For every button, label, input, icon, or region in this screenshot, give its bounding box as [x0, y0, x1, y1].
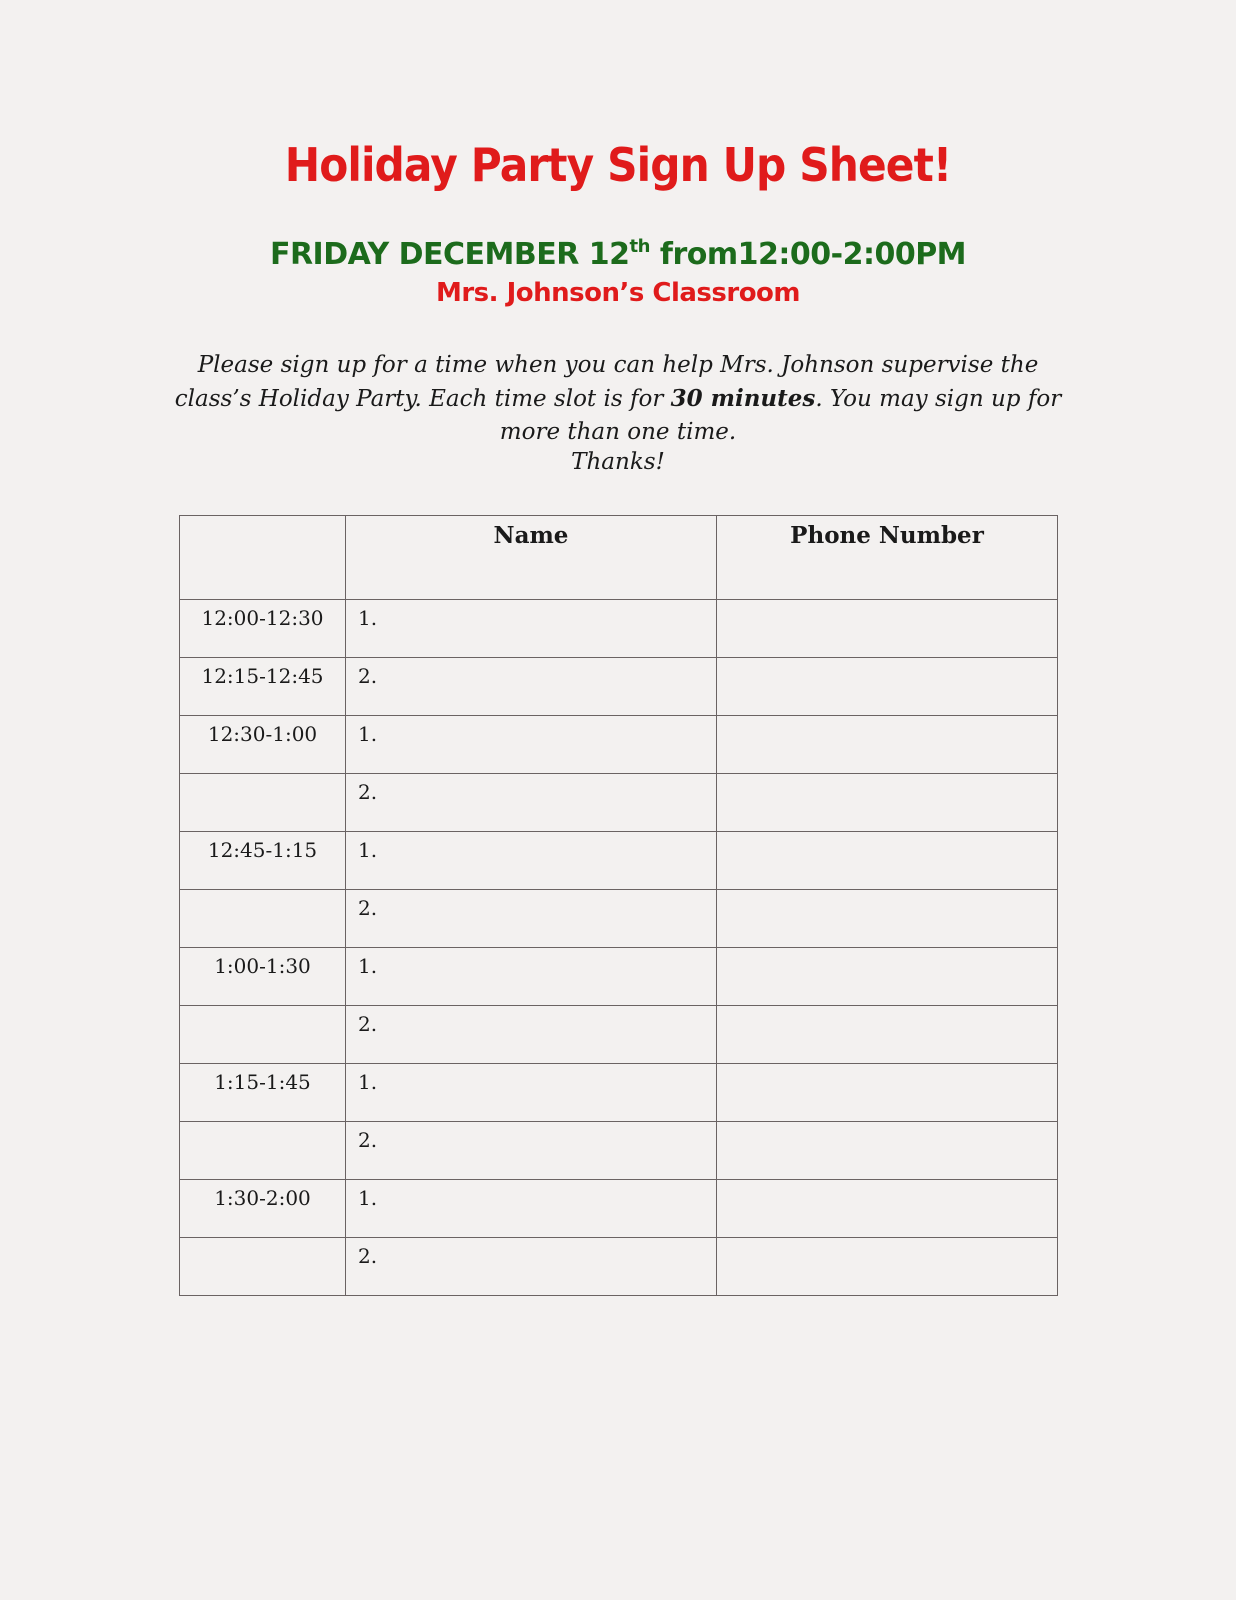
name-cell[interactable]: 1.: [346, 1064, 717, 1122]
name-cell[interactable]: 2.: [346, 658, 717, 716]
instructions-emphasis: 30 minutes: [670, 385, 816, 412]
time-slot-cell: [180, 1006, 346, 1064]
phone-cell[interactable]: [717, 948, 1058, 1006]
phone-cell[interactable]: [717, 832, 1058, 890]
time-slot-cell: [180, 1238, 346, 1296]
phone-cell[interactable]: [717, 1064, 1058, 1122]
phone-cell[interactable]: [717, 1238, 1058, 1296]
time-slot-cell: 12:15-12:45: [180, 658, 346, 716]
phone-cell[interactable]: [717, 1180, 1058, 1238]
instructions-text: [170, 349, 1066, 449]
phone-cell[interactable]: [717, 658, 1058, 716]
classroom-name: Mrs. Johnson’s Classroom: [435, 278, 801, 308]
time-slot-cell: [180, 890, 346, 948]
table-row: [180, 600, 1058, 658]
phone-cell[interactable]: [717, 1006, 1058, 1064]
table-row: [180, 890, 1058, 948]
time-slot-cell: 1:00-1:30: [180, 948, 346, 1006]
time-slot-cell: 1:30-2:00: [180, 1180, 346, 1238]
time-slot-cell: 12:00-12:30: [180, 600, 346, 658]
instructions-part-1: Please sign up for a time when you can help Mrs. Johnson supervise the class’s Holiday Party. Each time slot is for: [174, 352, 1039, 412]
name-cell[interactable]: 1.: [346, 716, 717, 774]
name-cell[interactable]: 2.: [346, 1122, 717, 1180]
table-row: [180, 1122, 1058, 1180]
name-cell[interactable]: 2.: [346, 890, 717, 948]
phone-cell[interactable]: [717, 774, 1058, 832]
name-column-header: Name: [346, 516, 717, 600]
table-row: [180, 1006, 1058, 1064]
name-cell[interactable]: 1.: [346, 600, 717, 658]
page-title: Holiday Party Sign Up Sheet!: [284, 138, 952, 192]
thanks-text: Thanks!: [571, 449, 665, 475]
phone-column-header: Phone Number: [717, 516, 1058, 600]
phone-cell[interactable]: [717, 1122, 1058, 1180]
phone-cell[interactable]: [717, 716, 1058, 774]
phone-cell[interactable]: [717, 890, 1058, 948]
name-cell[interactable]: 2.: [346, 1006, 717, 1064]
time-slot-cell: [180, 1122, 346, 1180]
table-row: [180, 948, 1058, 1006]
phone-cell[interactable]: [717, 600, 1058, 658]
table-row: [180, 774, 1058, 832]
event-date-suffix: th: [629, 236, 650, 257]
event-time-range: from12:00-2:00PM: [649, 237, 967, 272]
table-row: [180, 658, 1058, 716]
table-row: [180, 1238, 1058, 1296]
table-row: [180, 716, 1058, 774]
table-row: [180, 832, 1058, 890]
table-row: [180, 1064, 1058, 1122]
name-cell[interactable]: 1.: [346, 948, 717, 1006]
name-cell[interactable]: 1.: [346, 1180, 717, 1238]
instructions-part-2: . You may sign up for more than one time.: [499, 386, 1062, 445]
time-slot-cell: 12:30-1:00: [180, 716, 346, 774]
name-cell[interactable]: 2.: [346, 1238, 717, 1296]
event-date-main: FRIDAY DECEMBER 12: [269, 237, 630, 272]
table-header-row: [180, 516, 1058, 600]
time-slot-cell: [180, 774, 346, 832]
name-cell[interactable]: 1.: [346, 832, 717, 890]
event-date: [0, 236, 1236, 272]
table-row: [180, 1180, 1058, 1238]
time-slot-cell: 12:45-1:15: [180, 832, 346, 890]
signup-table: [179, 515, 1058, 1296]
time-slot-cell: 1:15-1:45: [180, 1064, 346, 1122]
name-cell[interactable]: 2.: [346, 774, 717, 832]
time-column-header: [180, 516, 346, 600]
